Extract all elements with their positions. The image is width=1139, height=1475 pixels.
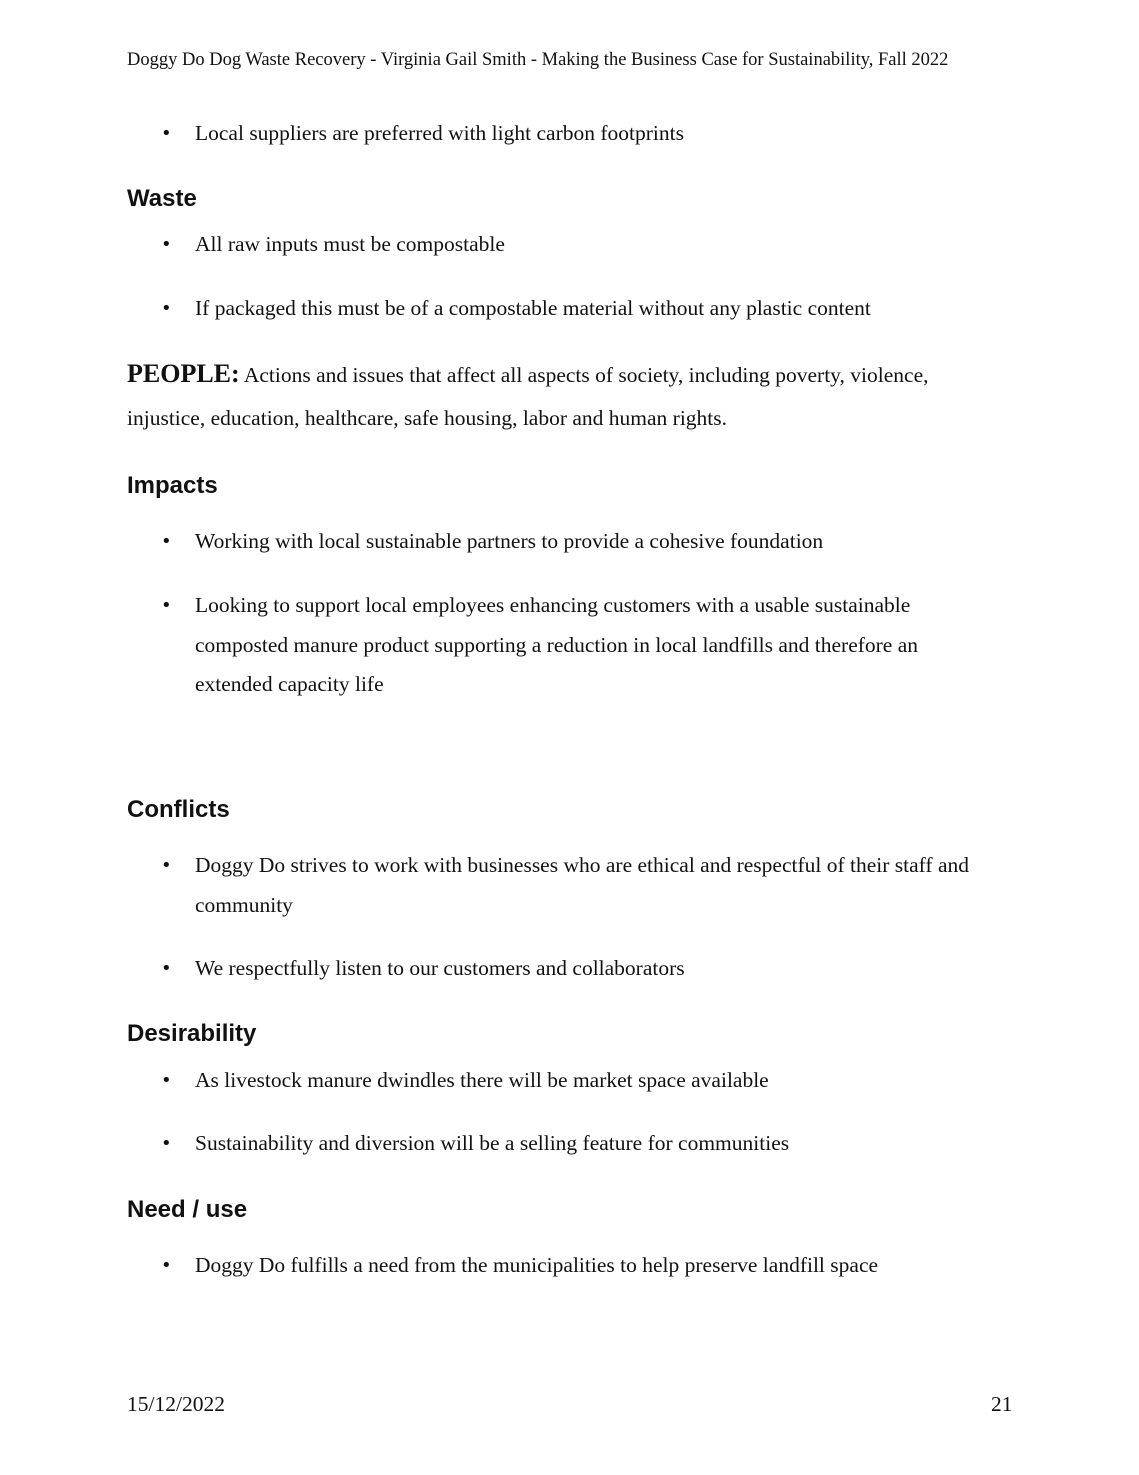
list-item: • Sustainability and diversion will be a selling feature for communities <box>195 1124 995 1164</box>
list-item: • Working with local sustainable partners to provide a cohesive foundation <box>195 522 995 562</box>
list-item: • If packaged this must be of a compostable material without any plastic content <box>195 289 995 329</box>
list-item: • All raw inputs must be compostable <box>195 225 995 265</box>
section-heading-impacts: Impacts <box>127 472 218 499</box>
section-heading-need-use: Need / use <box>127 1196 248 1223</box>
page-header: Doggy Do Dog Waste Recovery - Virginia Gail Smith - Making the Business Case for Sustainability, Fall 2022 <box>127 50 949 70</box>
list-item: • Doggy Do strives to work with businesses who are ethical and respectful of their staff and community <box>195 846 995 925</box>
section-heading-conflicts: Conflicts <box>127 796 230 823</box>
people-lead: PEOPLE: <box>127 359 240 388</box>
people-paragraph <box>127 352 997 440</box>
list-item: • Doggy Do fulfills a need from the municipalities to help preserve landfill space <box>195 1246 995 1286</box>
section-heading-desirability: Desirability <box>127 1020 257 1047</box>
list-item: • As livestock manure dwindles there will be market space available <box>195 1061 995 1101</box>
list-item: • We respectfully listen to our customers and collaborators <box>195 949 995 989</box>
section-heading-waste: Waste <box>127 185 197 212</box>
list-item: • Local suppliers are preferred with light carbon footprints <box>195 114 995 154</box>
list-item: • Looking to support local employees enhancing customers with a usable sustainable composted manure product supporting a reduction in local landfills and therefore an extended capacity life <box>195 586 995 705</box>
footer-date: 15/12/2022 <box>127 1392 225 1416</box>
people-text: Actions and issues that affect all aspects of society, including poverty, violence, injustice, education, healthcare, safe housing, labor and human rights. <box>127 363 929 430</box>
page-number: 21 <box>991 1392 1013 1416</box>
